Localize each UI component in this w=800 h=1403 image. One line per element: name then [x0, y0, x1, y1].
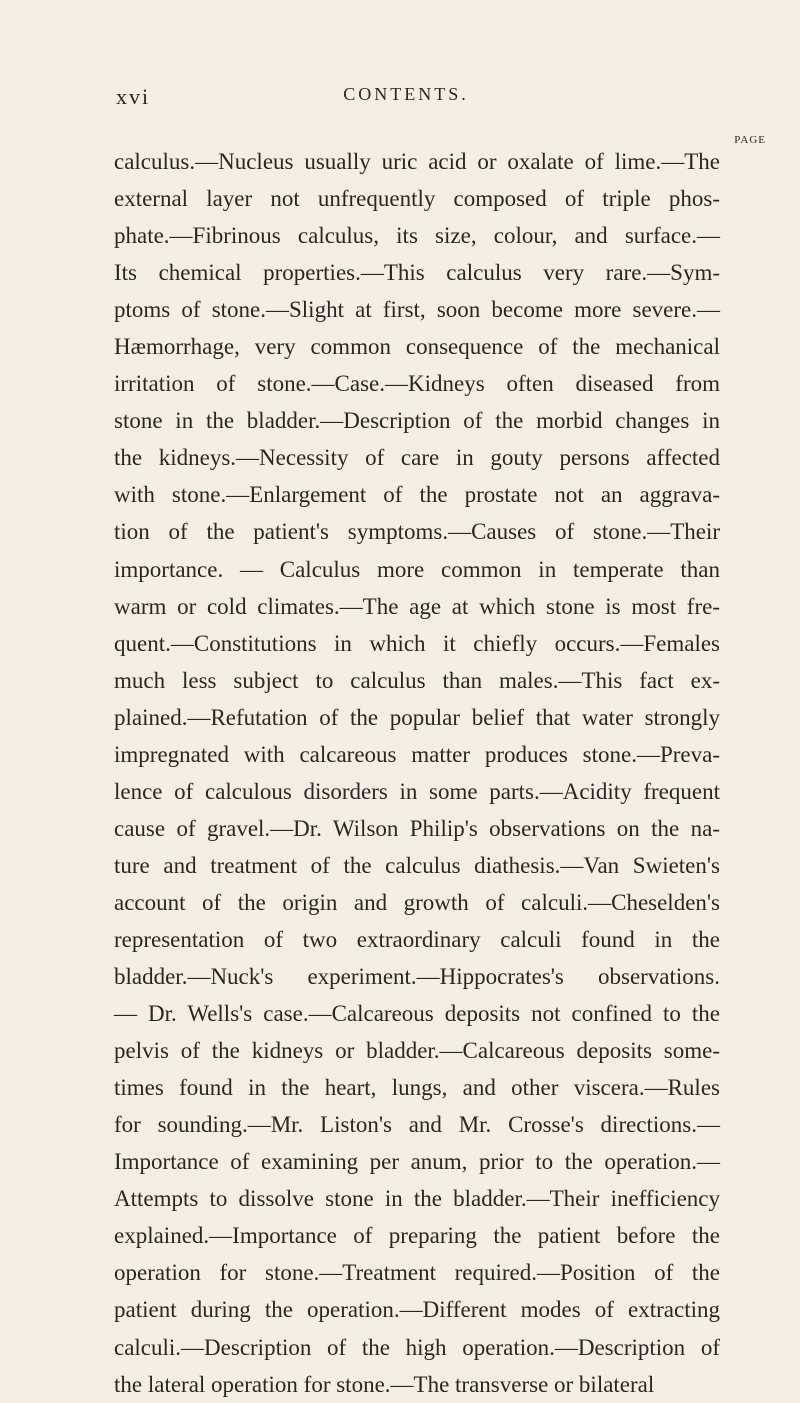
text-line: stone in the bladder.—Description of the morbid changes in [114, 408, 720, 434]
page-title: CONTENTS. [343, 84, 469, 104]
text-line: account of the origin and growth of calculi.—Cheselden's [114, 889, 720, 915]
text-line: Attempts to dissolve stone in the bladder.—Their inefficiency [114, 1186, 720, 1212]
text-line: pelvis of the kidneys or bladder.—Calcareous deposits some- [114, 1038, 720, 1064]
text-line: importance. — Calculus more common in temperate than [114, 556, 720, 582]
text-line: the kidneys.—Necessity of care in gouty persons affected [114, 445, 720, 471]
contents-paragraph [114, 143, 720, 1403]
text-line: warm or cold climates.—The age at which stone is most fre- [114, 593, 720, 619]
text-line: representation of two extraordinary calculi found in the [114, 926, 720, 952]
text-line: cause of gravel.—Dr. Wilson Philip's observations on the na- [114, 815, 720, 841]
text-line: the lateral operation for stone.—The transverse or bilateral [114, 1371, 655, 1397]
text-line: plained.—Refutation of the popular belief that water strongly [114, 704, 720, 730]
text-line: — Dr. Wells's case.—Calcareous deposits not confined to the [114, 1001, 720, 1027]
text-line: irritation of stone.—Case.—Kidneys often diseased from [114, 371, 720, 397]
text-line: Hæmorrhage, very common consequence of the mechanical [114, 334, 720, 360]
text-line: much less subject to calculus than males.—This fact ex- [114, 667, 720, 693]
text-line: quent.—Constitutions in which it chiefly occurs.—Females [114, 630, 720, 656]
text-line: times found in the heart, lungs, and other viscera.—Rules [114, 1075, 720, 1101]
text-line: patient during the operation.—Different modes of extracting [114, 1297, 720, 1323]
page-column-label: PAGE [734, 134, 766, 146]
running-head [0, 84, 800, 114]
text-line: ptoms of stone.—Slight at first, soon become more severe.— [114, 297, 720, 323]
text-line: Its chemical properties.—This calculus very rare.—Sym- [114, 260, 720, 286]
text-line: ture and treatment of the calculus diathesis.—Van Swieten's [114, 852, 720, 878]
text-line: phate.—Fibrinous calculus, its size, colour, and surface.— [114, 223, 720, 249]
text-line: tion of the patient's symptoms.—Causes of stone.—Their [114, 519, 720, 545]
text-line: lence of calculous disorders in some parts.—Acidity frequent [114, 778, 720, 804]
text-line: impregnated with calcareous matter produces stone.—Preva- [114, 741, 720, 767]
text-line: calculus.—Nucleus usually uric acid or oxalate of lime.—The [114, 149, 720, 174]
text-line: operation for stone.—Treatment required.—Position of the [114, 1260, 720, 1286]
text-line: with stone.—Enlargement of the prostate not an aggrava- [114, 482, 720, 508]
page-number: xvi [116, 84, 151, 109]
text-line: explained.—Importance of preparing the patient before the [114, 1223, 720, 1249]
text-line: bladder.—Nuck's experiment.—Hippocrates's observations. [114, 964, 720, 990]
text-line: for sounding.—Mr. Liston's and Mr. Crosse's directions.— [114, 1112, 720, 1138]
text-line: Importance of examining per anum, prior to the operation.— [114, 1149, 720, 1175]
text-line: calculi.—Description of the high operation.—Description of [114, 1334, 720, 1360]
text-line: external layer not unfrequently composed of triple phos- [114, 186, 720, 212]
